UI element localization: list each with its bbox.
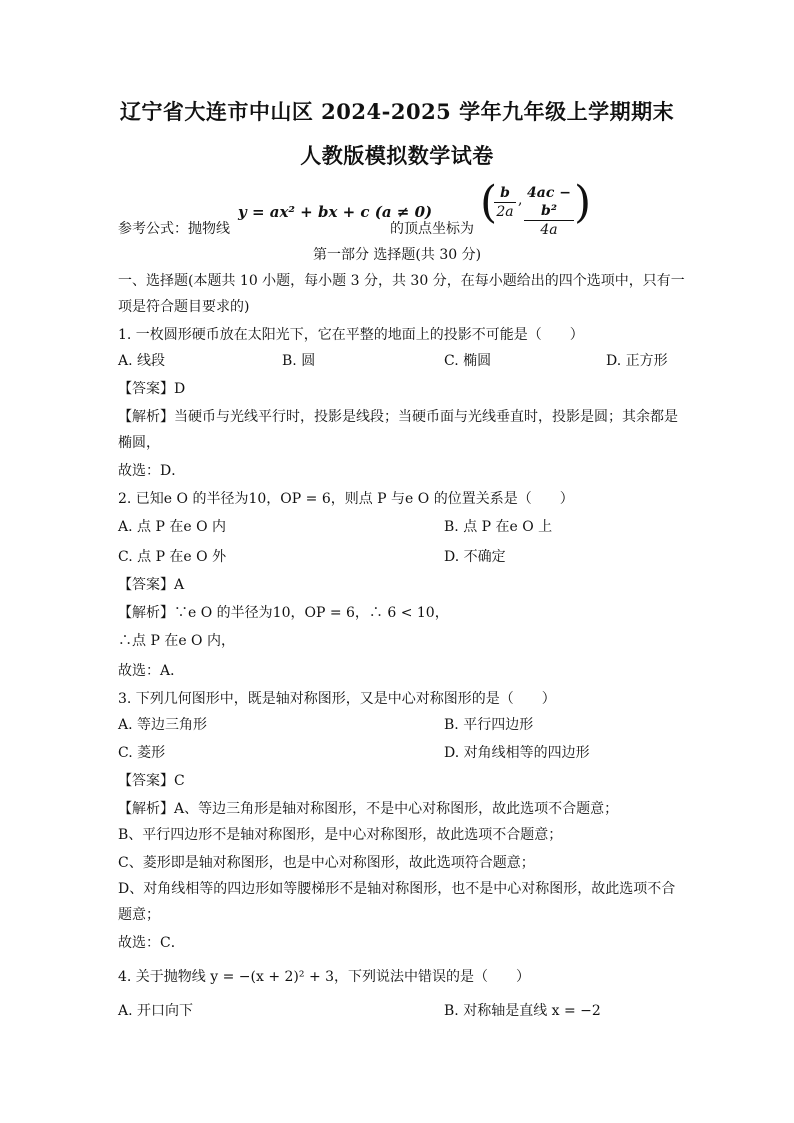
q2-option-b: B. 点 P 在e O 上 (444, 519, 553, 535)
q4-option-b: B. 对称轴是直线 x = −2 (444, 1003, 601, 1019)
q1-option-d: D. 正方形 (606, 353, 668, 369)
q3-analysis-line3: C、菱形即是轴对称图形，也是中心对称图形，故此选项符合题意； (118, 855, 535, 871)
q1-analysis-line2: 椭圆， (118, 435, 160, 451)
q3-option-d: D. 对角线相等的四边形 (444, 745, 590, 761)
q1-stem: 1. 一枚圆形硬币放在太阳光下，它在平整的地面上的投影不可能是（ ） (118, 327, 584, 343)
q2-answer: 【答案】A (118, 577, 185, 593)
q2-option-c: C. 点 P 在e O 外 (118, 549, 227, 565)
q2-option-d: D. 不确定 (444, 549, 506, 565)
vertex-coordinate (480, 177, 592, 238)
parabola-equation: y = ax² + bx + c (a ≠ 0) (238, 203, 433, 221)
section-instruction-line2: 项是符合题目要求的) (118, 299, 250, 315)
q4-stem: 4. 关于抛物线 y = −(x + 2)² + 3，下列说法中错误的是（ ） (118, 969, 531, 985)
q3-conclusion: 故选：C． (118, 935, 185, 951)
q3-analysis-line1: 【解析】A、等边三角形是轴对称图形，不是中心对称图形，故此选项不合题意； (118, 801, 619, 817)
vertex-x-numerator: b (494, 184, 516, 203)
q3-analysis-line2: B、平行四边形不是轴对称图形，是中心对称图形，故此选项不合题意； (118, 827, 563, 843)
exam-title-line1: 辽宁省大连市中山区 2024-2025 学年九年级上学期期末 (119, 99, 675, 124)
section-instruction-line1: 一、选择题(本题共 10 小题，每小题 3 分，共 30 分，在每小题给出的四个选项中，只有一 (118, 273, 685, 289)
formula-suffix: 的顶点坐标为 (390, 221, 474, 237)
q3-analysis-line4: D、对角线相等的四边形如等腰梯形不是轴对称图形，也不是中心对称图形，故此选项不合 (118, 881, 676, 897)
reference-formula (118, 178, 678, 238)
vertex-x-fraction (494, 184, 516, 221)
exam-title-line2: 人教版模拟数学试卷 (300, 143, 494, 168)
q3-analysis-line5: 题意； (118, 907, 160, 923)
formula-prefix: 参考公式：抛物线 (118, 221, 230, 237)
q1-conclusion: 故选：D． (118, 463, 186, 479)
q3-option-c: C. 菱形 (118, 745, 166, 761)
vertex-x-denominator: 2a (496, 204, 514, 220)
left-paren: ( (480, 177, 498, 228)
q1-answer: 【答案】D (118, 381, 186, 397)
q2-analysis-line1: 【解析】∵e O 的半径为10，OP = 6，∴ 6 < 10， (118, 605, 449, 621)
q1-analysis-line1: 【解析】当硬币与光线平行时，投影是线段；当硬币面与光线垂直时，投影是圆；其余都是 (118, 409, 678, 425)
q1-option-b: B. 圆 (282, 353, 316, 369)
q3-option-a: A. 等边三角形 (118, 717, 208, 733)
q3-option-b: B. 平行四边形 (444, 717, 534, 733)
q3-stem: 3. 下列几何图形中，既是轴对称图形，又是中心对称图形的是（ ） (118, 691, 556, 707)
vertex-y-fraction (524, 184, 574, 239)
q1-option-c: C. 椭圆 (444, 353, 492, 369)
q2-conclusion: 故选：A． (118, 663, 185, 679)
q1-option-a: A. 线段 (118, 353, 166, 369)
part-heading: 第一部分 选择题(共 30 分) (312, 247, 482, 263)
q2-stem: 2. 已知e O 的半径为10，OP = 6，则点 P 与e O 的位置关系是（ ） (118, 491, 574, 507)
q2-analysis-line2: ∴点 P 在e O 内， (118, 633, 235, 649)
q4-option-a: A. 开口向下 (118, 1003, 194, 1019)
vertex-y-denominator: 4a (540, 222, 558, 238)
vertex-y-numerator: 4ac − b² (524, 184, 574, 221)
q3-answer: 【答案】C (118, 773, 185, 789)
comma: , (518, 192, 523, 208)
q2-option-a: A. 点 P 在e O 内 (118, 519, 226, 535)
right-paren: ) (574, 177, 592, 228)
